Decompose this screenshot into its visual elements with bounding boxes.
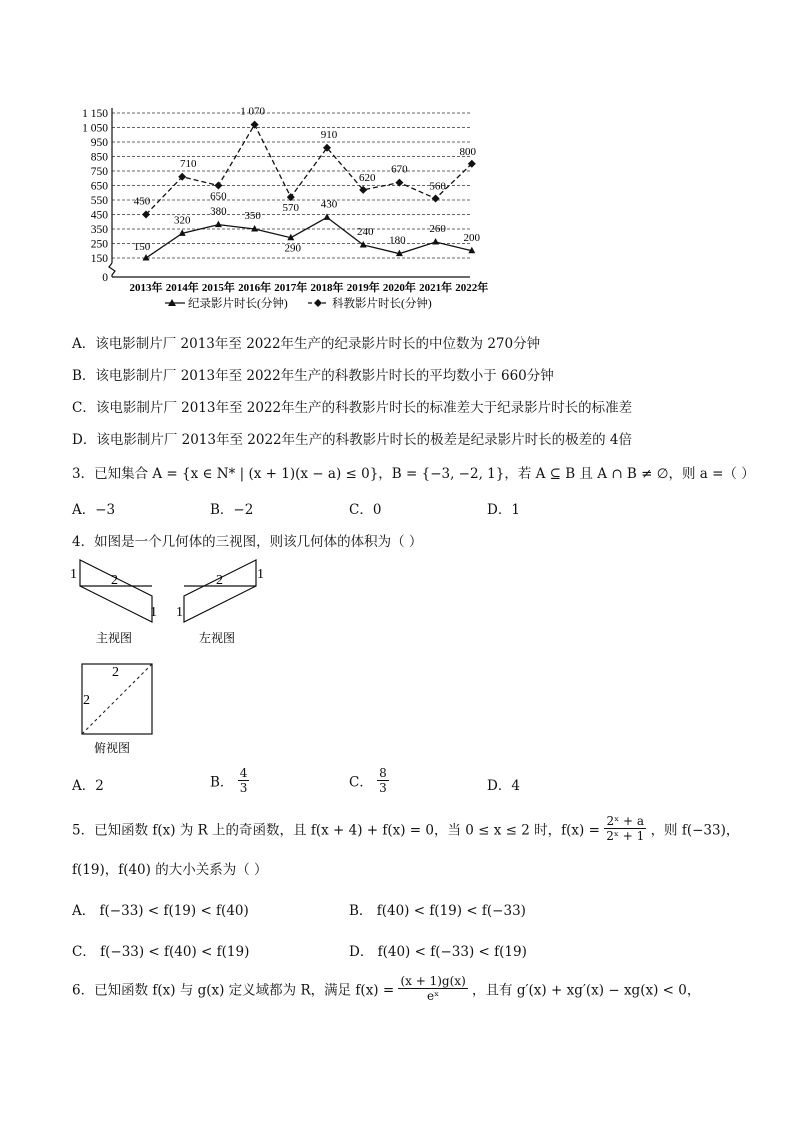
x-tick-label: 2022年 [455, 282, 489, 294]
x-tick-label: 2017年 [274, 282, 308, 294]
x-tick-label: 2019年 [346, 282, 380, 294]
q4-c-denominator: 3 [379, 781, 387, 795]
data-label-dashed: 670 [391, 163, 408, 176]
data-label-solid: 150 [133, 241, 151, 253]
x-tick-label: 2020年 [382, 282, 416, 294]
y-tick-label: 650 [90, 180, 108, 193]
axis-break [109, 263, 115, 277]
q4-b-denominator: 3 [239, 781, 248, 795]
q5-option-b: B． f(40) < f(19) < f(−33) [349, 903, 526, 919]
q6-numerator: (x + 1)g(x) [400, 974, 466, 988]
data-label-dashed: 910 [320, 128, 338, 141]
q3-option-d: D．1 [487, 502, 520, 518]
x-tick-label: 2016年 [238, 282, 272, 294]
x-tick-label: 2018年 [310, 282, 344, 294]
y-axis-ticks [82, 108, 108, 284]
y-tick-label: 450 [90, 209, 108, 222]
side-view-label: 左视图 [199, 631, 236, 645]
y-tick-label: 950 [90, 137, 108, 149]
series-line-solid [146, 217, 472, 258]
q2-option-c: C．该电影制片厂 2013年至 2022年生产的科教影片时长的标准差大于纪录影片时长的标准差 [72, 400, 633, 416]
chart-series [142, 121, 476, 261]
x-tick-label: 2015年 [201, 282, 235, 294]
q5-option-c: C． f(−33) < f(40) < f(19) [72, 944, 250, 960]
data-label-solid: 290 [284, 242, 302, 255]
data-label-solid: 320 [173, 214, 191, 227]
q5-option-a: A． f(−33) < f(19) < f(40) [72, 903, 249, 919]
y-tick-label: 350 [90, 224, 108, 236]
line-chart [60, 100, 510, 320]
y-tick-label: 850 [90, 151, 108, 164]
q3-option-b: B．−2 [210, 502, 254, 518]
side-dim-right: 1 [257, 567, 264, 582]
chart-legend [165, 296, 432, 310]
data-label-solid: 240 [356, 225, 374, 238]
x-tick-label: 2013年 [129, 282, 163, 294]
y-tick-label: 550 [90, 195, 108, 207]
q5-denominator: 2ˣ + 1 [606, 829, 645, 843]
y-tick-label: 1 150 [82, 108, 108, 120]
front-view-label: 主视图 [96, 631, 133, 645]
q3-option-c: C．0 [349, 502, 382, 518]
front-dim-right: 1 [150, 605, 157, 620]
data-point-diamond [432, 195, 440, 203]
data-label-solid: 260 [429, 223, 446, 236]
q4-option-d: D．4 [487, 778, 520, 794]
q4-option-c: C． $\frac{8}{3}$ [349, 766, 387, 795]
legend-dashed-label: 科教影片时长(分钟) [332, 298, 432, 310]
x-tick-label: 2014年 [165, 282, 199, 294]
q4-stem: 4．如图是一个几何体的三视图，则该几何体的体积为（ ） [72, 534, 423, 550]
y-tick-label: 150 [90, 253, 108, 265]
q6-stem: 6．已知函数 f(x) 与 g(x) 定义域都为 R，满足 f(x) = $\frac{(x + 1)g(x)}{\text{eˣ}}$ ，且有 g′(x) + xg′(x) − xg(x) < 0， [72, 974, 701, 1003]
q2-option-b: B．该电影制片厂 2013年至 2022年生产的科教影片时长的平均数小于 660分钟 [72, 368, 554, 384]
top-dim-top: 2 [112, 665, 119, 680]
y-tick-label: 750 [90, 166, 108, 178]
data-point-triangle [360, 241, 367, 248]
q5-stem-line2: f(19)，f(40) 的大小关系为（ ） [72, 862, 268, 878]
data-point-diamond [214, 182, 222, 190]
y-tick-label: 0 [102, 272, 108, 284]
q5-numerator: 2ˣ + a [604, 814, 646, 829]
data-label-solid: 180 [389, 234, 406, 247]
q3-option-a: A．−3 [72, 502, 116, 518]
q5-option-d: D． f(40) < f(−33) < f(19) [349, 944, 527, 960]
top-view [82, 664, 152, 755]
x-tick-label: 2021年 [419, 282, 453, 294]
data-point-triangle [432, 238, 439, 245]
front-dim-top: 2 [111, 573, 118, 588]
data-label-dashed: 620 [358, 171, 376, 184]
data-label-solid: 430 [320, 198, 338, 211]
data-label-solid: 350 [244, 210, 261, 222]
data-label-dashed: 450 [133, 195, 151, 208]
data-label-solid: 200 [463, 231, 481, 244]
top-dim-left: 2 [83, 693, 90, 708]
front-view [70, 560, 157, 645]
top-view-label: 俯视图 [94, 741, 131, 755]
data-label-solid: 380 [210, 205, 227, 218]
q4-option-a: A．2 [72, 778, 104, 794]
data-label-dashed: 650 [210, 190, 227, 203]
front-dim-left: 1 [70, 567, 77, 582]
data-label-dashed: 710 [179, 157, 197, 170]
y-tick-label: 1 050 [82, 122, 108, 135]
side-dim-left: 1 [176, 605, 183, 620]
data-point-triangle [143, 254, 150, 261]
data-point-triangle [215, 221, 222, 228]
q3-stem: 3．已知集合 A = {x ∈ N* | (x + 1)(x − a) ≤ 0}，B = {−3, −2, 1}，若 A ⊆ B 且 A ∩ B ≠ ∅，则 a =（ ） [72, 466, 755, 482]
q4-option-b: B． $\frac{4}{3}$ [210, 766, 248, 795]
q4-c-numerator: 8 [379, 766, 387, 780]
x-axis-ticks [130, 280, 489, 294]
q4-b-numerator: 4 [239, 766, 248, 780]
q2-option-d: D．该电影制片厂 2013年至 2022年生产的科教影片时长的极差是纪录影片时长的极差的 4倍 [72, 432, 632, 448]
q2-option-a: A．该电影制片厂 2013年至 2022年生产的纪录影片时长的中位数为 270分钟 [72, 336, 541, 352]
legend-diamond-marker [314, 299, 322, 307]
three-view-diagram [66, 552, 286, 762]
legend-solid-label: 纪录影片时长(分钟) [188, 298, 288, 310]
data-label-dashed: 1 070 [240, 105, 265, 118]
data-label-dashed: 560 [429, 180, 446, 193]
y-tick-label: 250 [90, 238, 108, 251]
q6-denominator: eˣ [427, 989, 440, 1003]
side-dim-top: 2 [216, 573, 223, 588]
data-label-dashed: 570 [282, 202, 300, 215]
q5-stem: 5．已知函数 f(x) 为 R 上的奇函数，且 f(x + 4) + f(x) = 0，当 0 ≤ x ≤ 2 时，f(x) = $\frac{\text{2ˣ + a}}{\text{2ˣ + 1}}$ ，则 f(−33)， [72, 814, 740, 843]
side-view [176, 560, 264, 645]
data-label-dashed: 800 [459, 145, 477, 158]
